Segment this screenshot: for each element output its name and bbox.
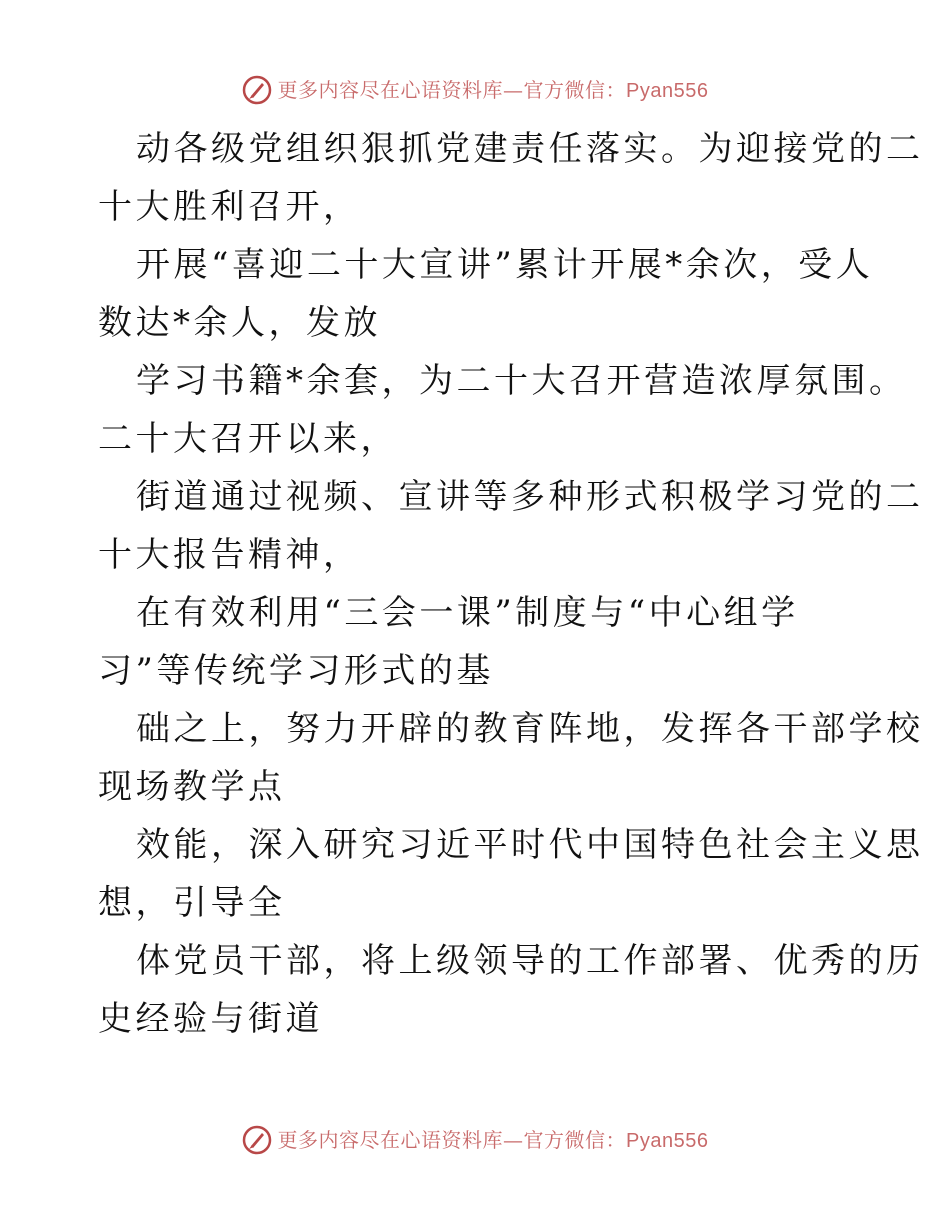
watermark-wechat-id: Pyan556: [626, 1129, 709, 1152]
body-line: 现场教学点: [98, 767, 286, 807]
document-body: [98, 120, 924, 1048]
body-line: 二十大召开以来，: [98, 419, 398, 459]
header-watermark: [0, 75, 950, 105]
body-line: 动各级党组织狠抓党建责任落实。为迎接党的二: [136, 129, 924, 169]
watermark-wechat-label: 官方微信：: [523, 77, 627, 102]
body-line: 习”等传统学习形式的基: [98, 651, 494, 691]
body-line: 史经验与街道: [98, 999, 323, 1039]
footer-watermark: [0, 1125, 950, 1155]
watermark-site-name: 更多内容尽在心语资料库: [277, 1127, 504, 1152]
body-line: 十大胜利召开，: [98, 187, 361, 227]
body-line: 十大报告精神，: [98, 535, 361, 575]
body-line: 效能，深入研究习近平时代中国特色社会主义思: [136, 825, 924, 865]
body-line: 体党员干部，将上级领导的工作部署、优秀的历: [136, 941, 924, 981]
watermark-dash: —: [503, 1127, 524, 1152]
body-line: 开展“喜迎二十大宣讲”累计开展*余次，受人: [136, 245, 874, 285]
quill-logo-icon: [242, 75, 272, 105]
body-line: 础之上，努力开辟的教育阵地，发挥各干部学校: [136, 709, 924, 749]
watermark-wechat-id: Pyan556: [626, 79, 709, 102]
watermark-site-name: 更多内容尽在心语资料库: [277, 77, 504, 102]
watermark-text: [278, 1126, 709, 1155]
body-line: 数达*余人，发放: [98, 303, 381, 343]
body-line: 想，引导全: [98, 883, 286, 923]
watermark-dash: —: [503, 77, 524, 102]
body-line: 学习书籍*余套，为二十大召开营造浓厚氛围。: [136, 361, 907, 401]
quill-logo-icon: [242, 1125, 272, 1155]
body-line: 在有效利用“三会一课”制度与“中心组学: [136, 593, 799, 633]
watermark-wechat-label: 官方微信：: [523, 1127, 627, 1152]
watermark-text: [278, 76, 709, 105]
body-line: 街道通过视频、宣讲等多种形式积极学习党的二: [136, 477, 924, 517]
